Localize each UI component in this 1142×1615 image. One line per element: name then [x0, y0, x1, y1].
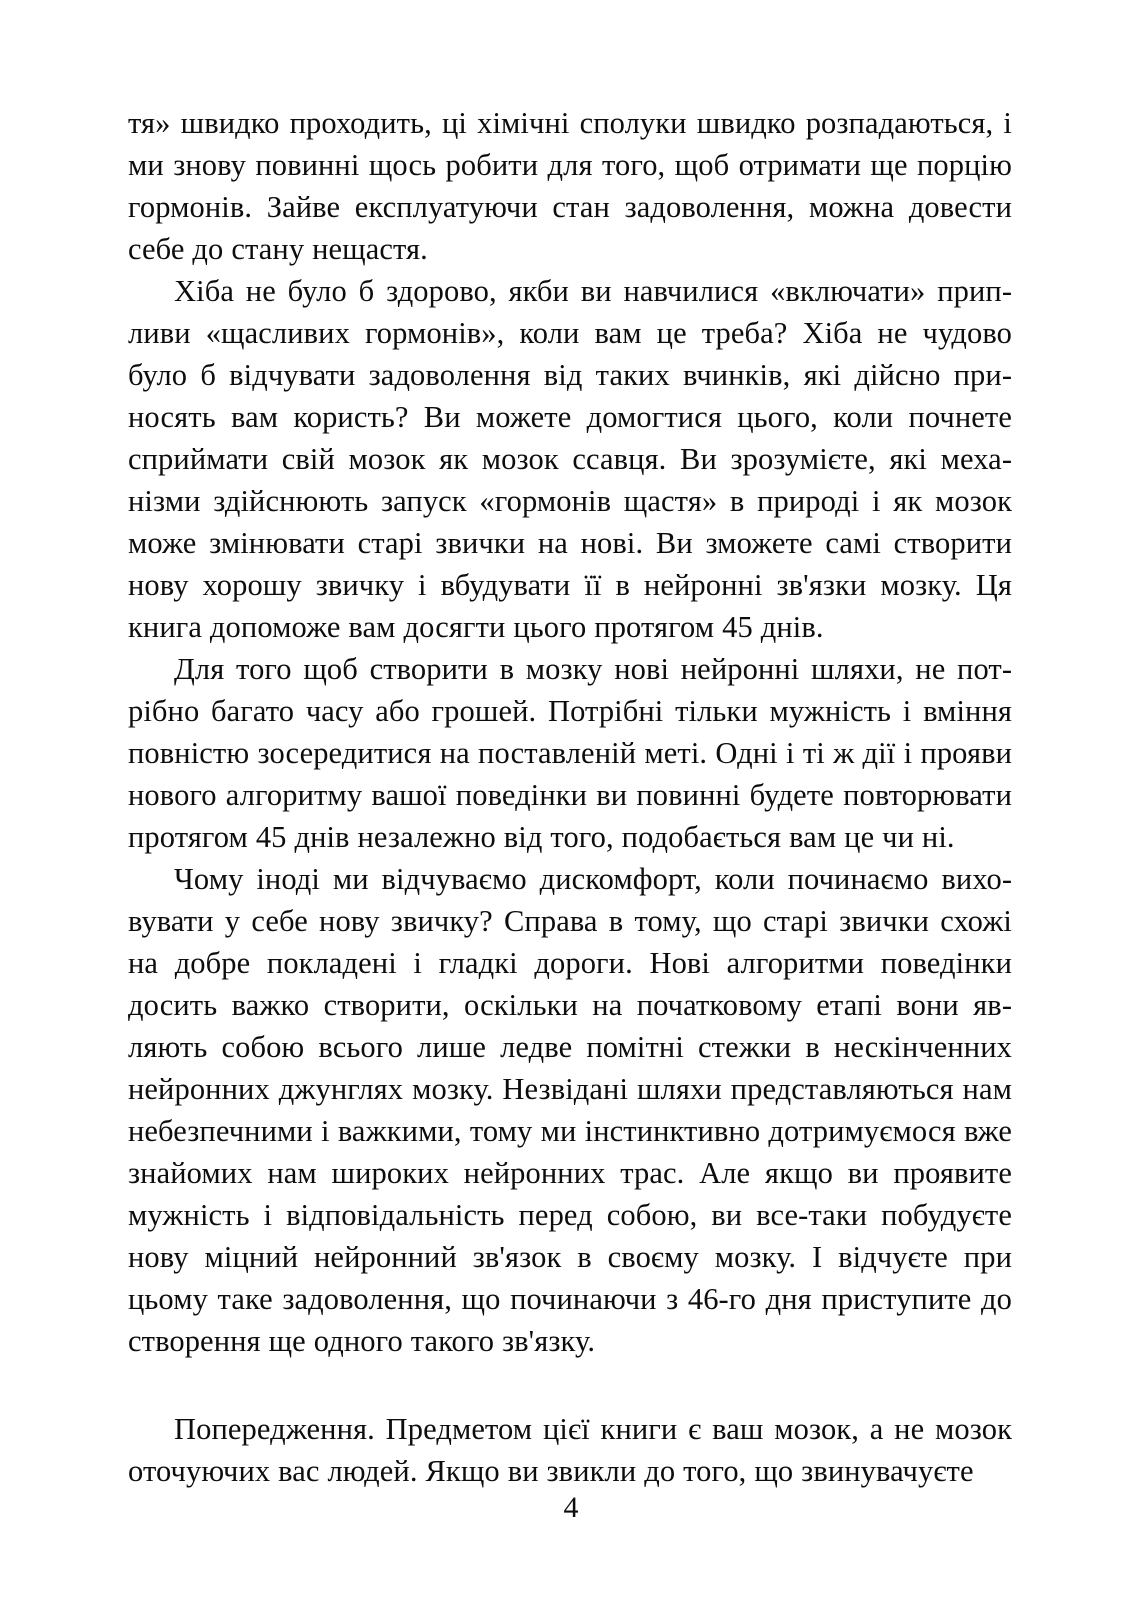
paragraph-happy-hormones: Хіба не було б здорово, якби ви навчилися «включати» припливи «щасливих гормонів», коли вам це треба? Хіба не чудово було б відчувати задоволення від таких вчинків, які дійсно приносять вам користь? Ви можете домогтися цього, коли почнете сприймати свій мозок як мозок ссавця. Ви зрозумієте, які механізми здійснюють запуск «гормонів щастя» в природі і як мозок може змінювати старі звички на нові. Ви зможете самі створити нову хорошу звичку і вбудувати її в нейронні зв'язки мозку. Ця книга допоможе вам досягти цього протягом 45 днів. — [128, 274, 1012, 644]
page-number: 4 — [563, 1491, 579, 1524]
paragraph-warning: Попередження. Предметом цієї книги є ваш мозок, а не мозок оточуючих вас людей. Якщо ви звикли до того, що звинувачуєте — [128, 1412, 1012, 1488]
body-text-column — [128, 102, 1012, 1492]
paragraph-45-days: Для того щоб створити в мозку нові нейронні шляхи, не потрібно багато часу або грошей. Потрібні тільки мужність і вміння повністю зосередитися на поставленій меті. Одні і ті ж дії і прояви нового алгоритму вашої поведінки ви повинні будете повторювати протягом 45 днів незалежно від того, подобається вам це чи ні. — [128, 652, 1012, 854]
paragraph-continued: тя» швидко проходить, ці хімічні сполуки швидко розпадаються, і ми знову повинні щось робити для того, щоб отримати ще порцію гормонів. Зайве експлуатуючи стан задоволення, можна довести себе до стану нещастя. — [128, 106, 1012, 266]
paragraph-discomfort: Чому іноді ми відчуваємо дискомфорт, коли починаємо виховувати у себе нову звичку? Справа в тому, що старі звички схожі на добре покладені і гладкі дороги. Нові алгоритми поведінки досить важко створити, оскільки на початковому етапі вони являють собою всього лише ледве помітні стежки в нескінченних нейронних джунглях мозку. Незвідані шляхи представляються нам небезпечними і важкими, тому ми інстинктивно дотримуємося вже знайомих нам широких нейронних трас. Але якщо ви проявите мужність і відповідальність перед собою, ви все-таки побудуєте нову міцний нейронний зв'язок в своєму мозку. І відчуєте при цьому таке задоволення, що починаючи з 46-го дня приступите до створення ще одного такого зв'язку. — [128, 862, 1012, 1358]
